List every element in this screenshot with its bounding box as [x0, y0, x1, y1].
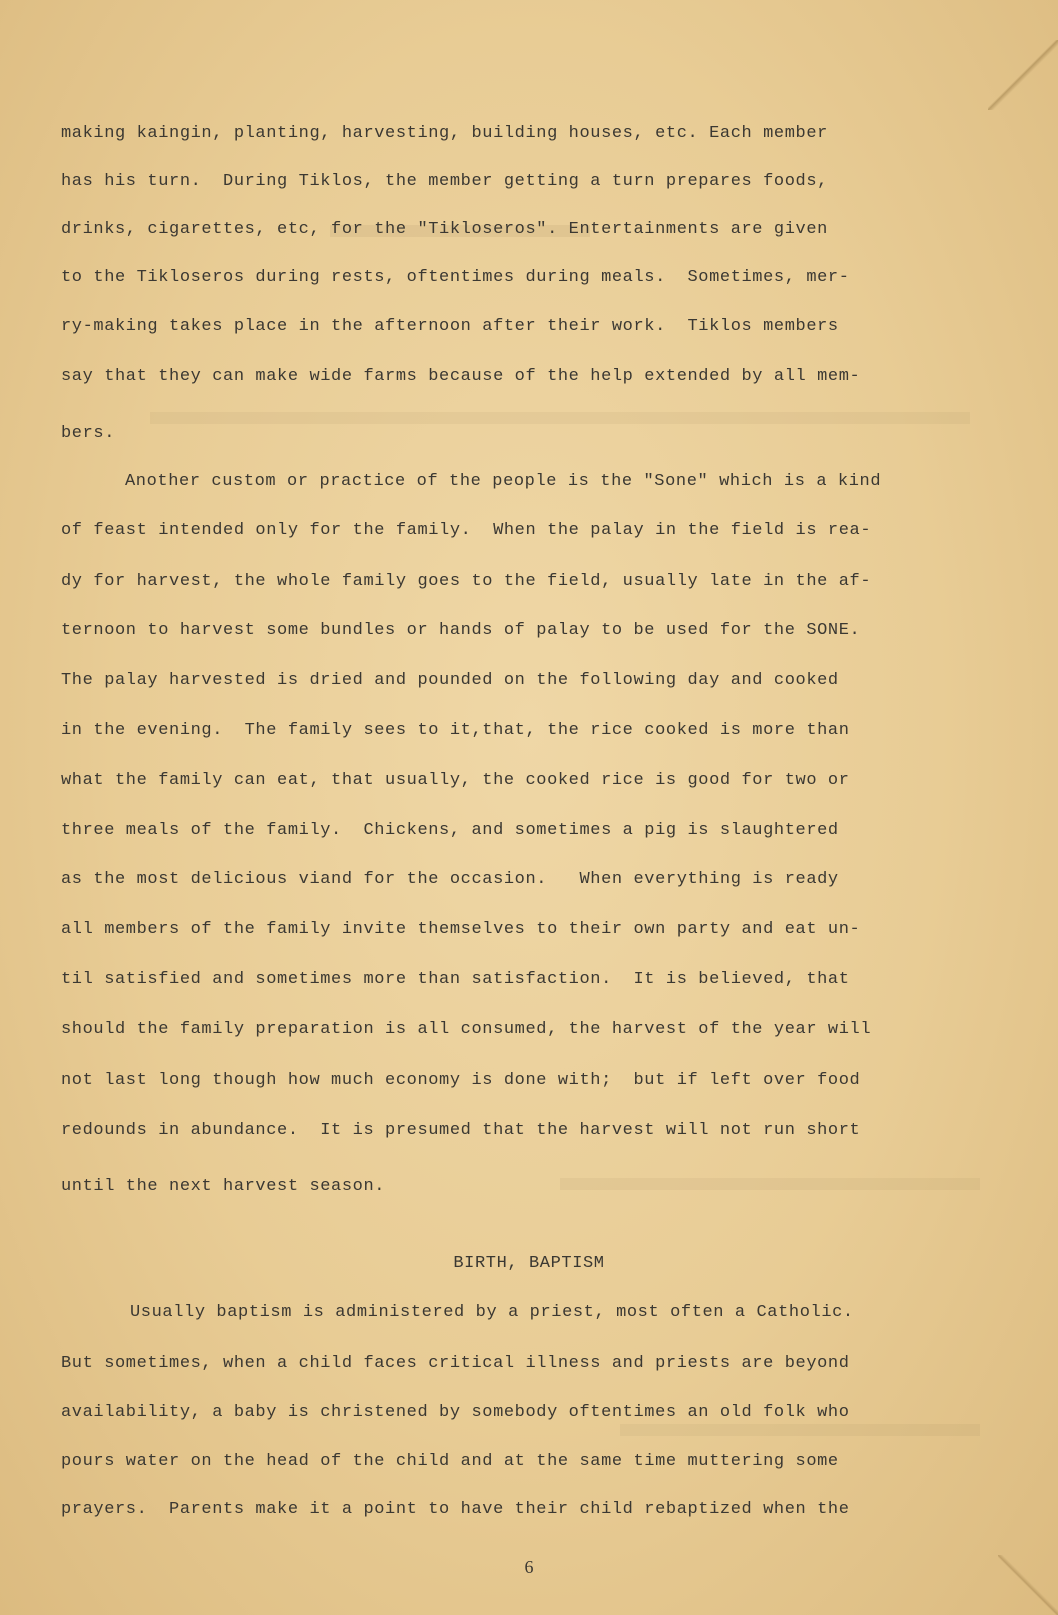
text-line: has his turn. During Tiklos, the member getting a turn prepares foods,: [61, 172, 828, 191]
text-line: say that they can make wide farms because of the help extended by all mem-: [61, 367, 861, 386]
text-line: what the family can eat, that usually, the cooked rice is good for two or: [61, 771, 850, 790]
text-line: The palay harvested is dried and pounded on the following day and cooked: [61, 671, 839, 690]
text-line: not last long though how much economy is done with; but if left over food: [61, 1071, 861, 1090]
text-line: in the evening. The family sees to it,that, the rice cooked is more than: [61, 721, 850, 740]
text-line: Another custom or practice of the people is the "Sone" which is a kind: [71, 472, 882, 491]
text-line: dy for harvest, the whole family goes to the field, usually late in the af-: [61, 572, 872, 591]
text-line: bers.: [61, 424, 116, 443]
text-line: til satisfied and sometimes more than satisfaction. It is believed, that: [61, 970, 850, 989]
text-line: drinks, cigarettes, etc, for the "Tikloseros". Entertainments are given: [61, 220, 828, 239]
text-line: ry-making takes place in the afternoon after their work. Tiklos members: [61, 317, 839, 336]
text-line: availability, a baby is christened by somebody oftentimes an old folk who: [61, 1403, 850, 1422]
show-through-texture: [150, 412, 970, 424]
show-through-texture: [560, 1178, 980, 1190]
page-number: 6: [524, 1557, 534, 1577]
text-line: three meals of the family. Chickens, and sometimes a pig is slaughtered: [61, 821, 839, 840]
text-line: Usually baptism is administered by a priest, most often a Catholic.: [76, 1303, 854, 1322]
text-line: until the next harvest season.: [61, 1177, 386, 1196]
page-fold-top: [988, 40, 1058, 110]
text-line: prayers. Parents make it a point to have their child rebaptized when the: [61, 1500, 850, 1519]
show-through-texture: [620, 1424, 980, 1436]
text-line: to the Tikloseros during rests, oftentimes during meals. Sometimes, mer-: [61, 268, 850, 287]
text-line: should the family preparation is all consumed, the harvest of the year will: [61, 1020, 872, 1039]
text-line: But sometimes, when a child faces critical illness and priests are beyond: [61, 1354, 850, 1373]
text-line: of feast intended only for the family. When the palay in the field is rea-: [61, 521, 872, 540]
section-heading: BIRTH, BAPTISM: [453, 1254, 605, 1273]
text-line: as the most delicious viand for the occasion. When everything is ready: [61, 870, 839, 889]
text-line: pours water on the head of the child and at the same time muttering some: [61, 1452, 839, 1471]
text-line: ternoon to harvest some bundles or hands of palay to be used for the SONE.: [61, 621, 861, 640]
text-line: all members of the family invite themselves to their own party and eat un-: [61, 920, 861, 939]
text-line: making kaingin, planting, harvesting, building houses, etc. Each member: [61, 124, 828, 143]
text-line: redounds in abundance. It is presumed that the harvest will not run short: [61, 1121, 861, 1140]
